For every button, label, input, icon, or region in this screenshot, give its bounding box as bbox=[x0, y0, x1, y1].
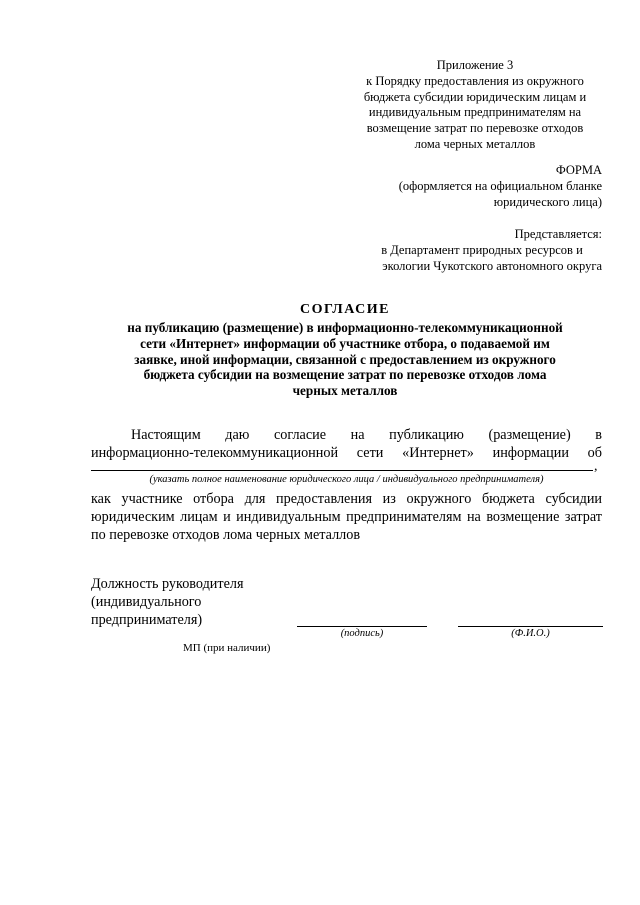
annex-header bbox=[348, 58, 602, 153]
recipient-line: экологии Чукотского автономного округа bbox=[382, 258, 602, 273]
subtitle-line: заявке, иной информации, связанной с предоставлением из окружного bbox=[134, 351, 556, 367]
form-note-line: юридического лица) bbox=[493, 194, 602, 209]
annex-line: к Порядку предоставления из окружного bbox=[366, 73, 584, 88]
recipient-line: в Департамент природных ресурсов и bbox=[381, 242, 583, 257]
position-line: Должность руководителя bbox=[91, 576, 244, 592]
submission-block bbox=[302, 227, 602, 274]
document-subtitle bbox=[80, 320, 610, 399]
submission-label: Представляется: bbox=[514, 227, 602, 241]
consent-line-2: информационно-телекоммуникационной сети «Интернет» информации об bbox=[91, 445, 602, 461]
applicant-name-hint: (указать полное наименование юридического лица / индивидуального предпринимателя) bbox=[149, 474, 544, 485]
full-name-field[interactable] bbox=[458, 626, 603, 627]
full-name-caption: (Ф.И.О.) bbox=[511, 628, 550, 639]
subtitle-line: на публикацию (размещение) в информационно-телекоммуникационной bbox=[127, 320, 563, 335]
annex-line: лома черных металлов bbox=[414, 136, 536, 151]
applicant-name-field[interactable] bbox=[91, 470, 593, 471]
position-line: предпринимателя) bbox=[91, 612, 203, 629]
signature-field[interactable] bbox=[297, 626, 427, 627]
annex-line: Приложение 3 bbox=[436, 58, 514, 72]
annex-line: индивидуальным предпринимателям на bbox=[368, 105, 582, 120]
signature-caption: (подпись) bbox=[340, 628, 384, 639]
consent-line-1: Настоящим даю согласие на публикацию (размещение) в bbox=[131, 427, 602, 443]
annex-line: возмещение затрат по перевозке отходов bbox=[366, 121, 584, 136]
subtitle-line: сети «Интернет» информации об участнике отбора, о подаваемой им bbox=[140, 335, 550, 351]
fill-comma: , bbox=[594, 459, 598, 474]
form-label: ФОРМА bbox=[555, 163, 602, 177]
annex-line: бюджета субсидии юридическим лицам и bbox=[363, 89, 587, 104]
consent-continuation: как участнике отбора для предоставления из окружного бюджета субсидии юридическим лицам и индивидуальным предпринимателям на возмещение затрат по перевозке отходов лома черных металлов bbox=[91, 491, 602, 544]
position-label bbox=[91, 575, 281, 630]
subtitle-line: бюджета субсидии на возмещение затрат по перевозке отходов лома bbox=[143, 367, 547, 383]
position-line: (индивидуального bbox=[91, 594, 202, 611]
form-note-line: (оформляется на официальном бланке bbox=[398, 178, 602, 193]
document-title: СОГЛАСИЕ bbox=[300, 302, 390, 317]
stamp-label: МП (при наличии) bbox=[183, 642, 271, 654]
subtitle-line: черных металлов bbox=[292, 383, 398, 399]
form-block bbox=[342, 163, 602, 210]
